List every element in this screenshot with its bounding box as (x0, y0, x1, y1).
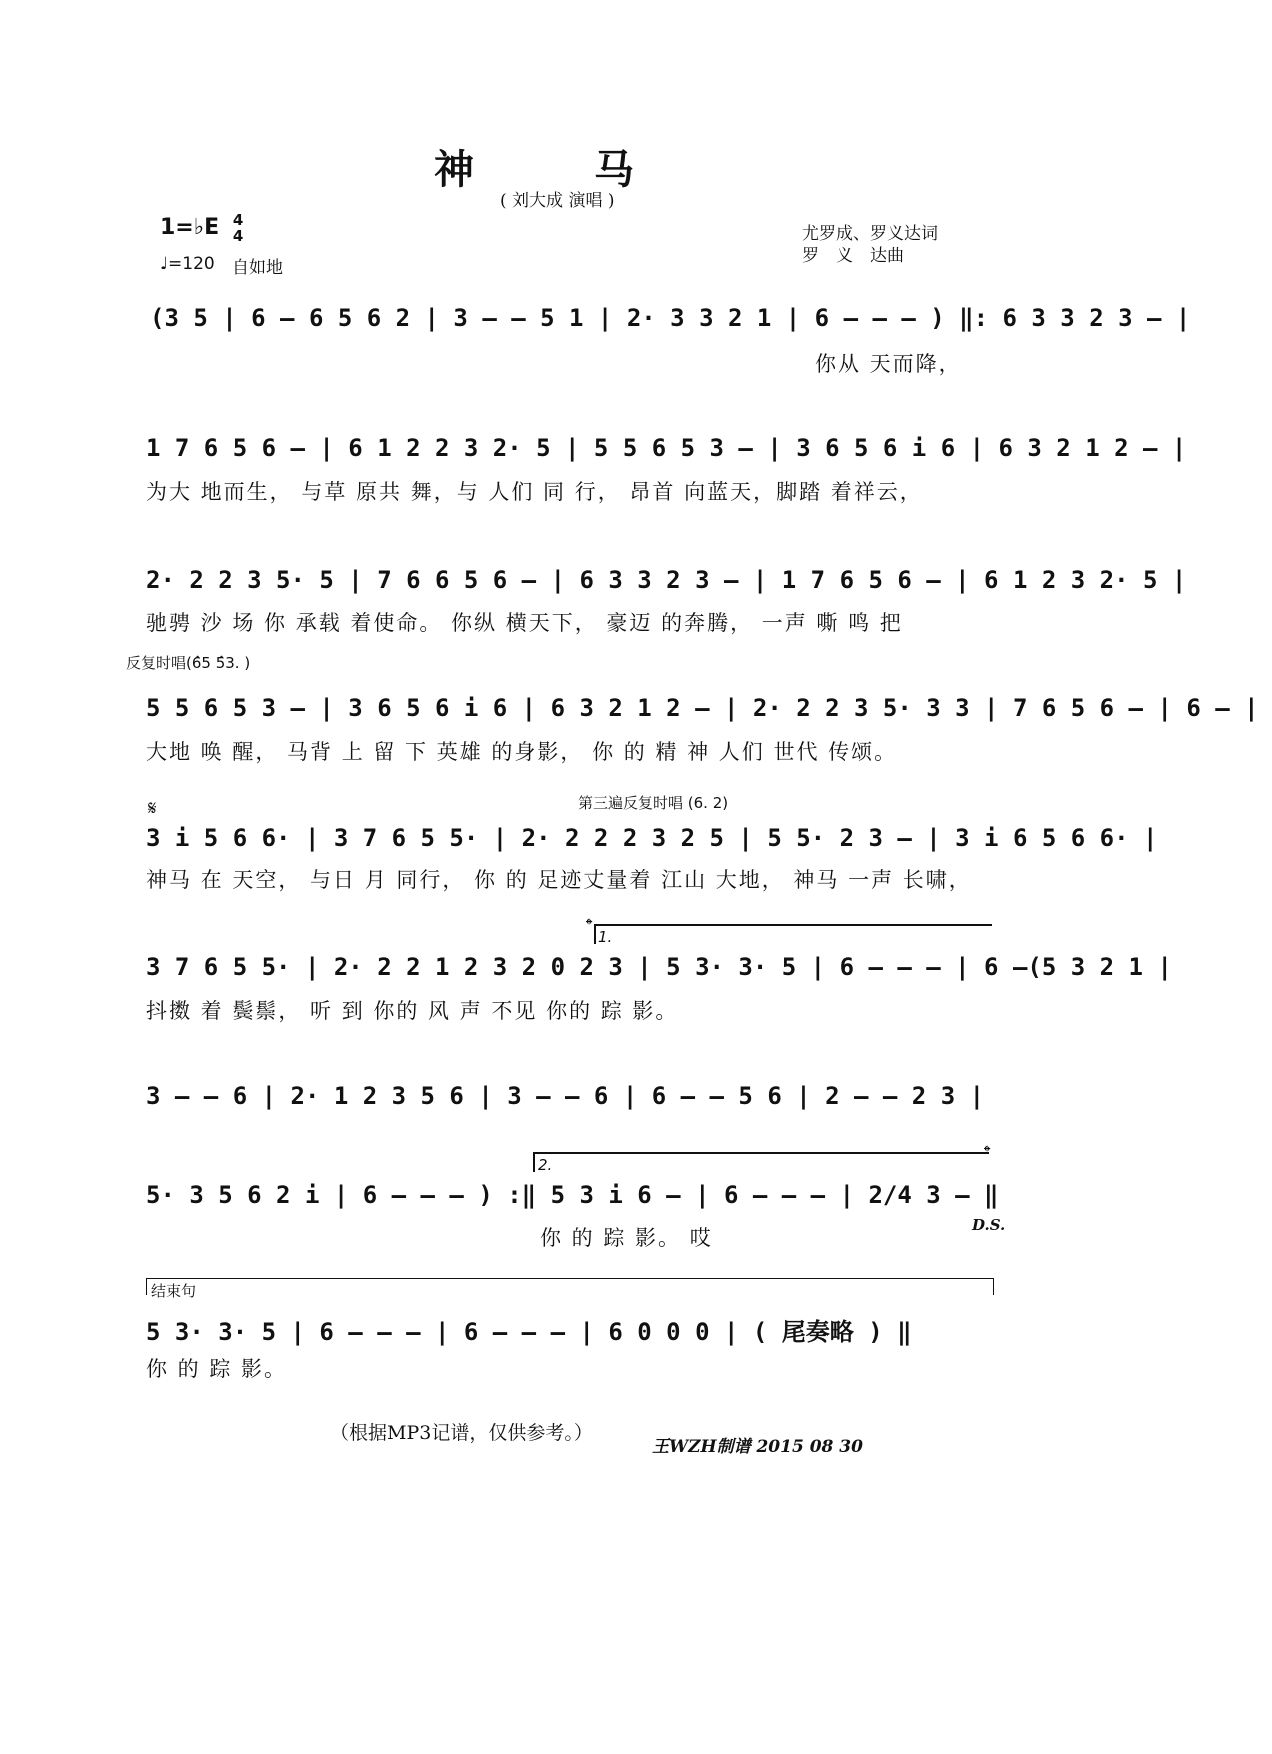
performer: ( 刘大成 演唱 ) (500, 191, 615, 211)
score-line-8-notes: 5· 3 5 6 2 i | 6 – – – ) :‖ 5 3 i 6 – | 6 – – – | 2/4 3 – ‖ (146, 1181, 999, 1209)
score-line-2-notes: 1 7 6 5 6 – | 6 1 2 2 3 2· 5 | 5 5 6 5 3 – | 3 6 5 6 i 6 | 6 3 2 1 2 – | (146, 434, 1187, 462)
score-line-1-lyrics: 你从 天而降， (815, 352, 962, 376)
ending-bracket (146, 1278, 994, 1295)
coda-sign-2: 𝄌 (984, 1142, 991, 1163)
score-line-4-lyrics: 大地 唤 醒， 马背 上 留 下 英雄 的身影， 你 的 精 神 人们 世代 传颂。 (146, 740, 898, 764)
key-signature (160, 212, 243, 244)
score-line-3-notes: 2· 2 2 3 5· 5 | 7 6 6 5 6 – | 6 3 3 2 3 – | 1 7 6 5 6 – | 6 1 2 3 2· 5 | (146, 566, 1187, 594)
composer-credit: 罗 义 达曲 (802, 246, 904, 266)
page-title: 神 马 (434, 146, 634, 193)
ds-marking: D.S. (972, 1216, 1006, 1234)
score-line-7-notes: 3 – – 6 | 2· 1 2 3 5 6 | 3 – – 6 | 6 – – 5 6 | 2 – – 2 3 | (146, 1082, 985, 1110)
volta-1-label: 1. (598, 928, 613, 946)
score-line-9-lyrics: 你 的 踪 影。 (146, 1357, 288, 1381)
score-line-6-lyrics: 抖擞 着 鬓鬃， 听 到 你的 风 声 不见 你的 踪 影。 (146, 999, 679, 1023)
time-bottom: 4 (232, 227, 244, 245)
score-line-2-lyrics: 为大 地而生， 与草 原共 舞，与 人们 同 行， 昂首 向蓝天，脚踏 着祥云， (146, 480, 923, 504)
lyricist-credit: 尤罗成、罗义达词 (802, 224, 938, 244)
tempo-marking: ♩=120 (160, 254, 215, 274)
coda-sign-1: 𝄌 (586, 915, 593, 936)
volta-2-label: 2. (538, 1156, 553, 1174)
repeat-annotation: 反复时唱(6̂5 5̂3. ) (126, 654, 251, 672)
volta-1-bracket (594, 924, 992, 944)
score-line-3-lyrics: 驰骋 沙 场 你 承载 着使命。 你纵 横天下， 豪迈 的奔腾， 一声 嘶 鸣 把 (146, 611, 903, 635)
expression-marking: 自如地 (232, 258, 283, 278)
third-repeat-annotation: 第三遍反复时唱 (6. 2) (578, 794, 729, 812)
key-label: 1=♭E (160, 215, 220, 240)
footer-signature: 王WZH制谱 2015 08 30 (652, 1437, 863, 1457)
time-top: 4 (232, 211, 244, 229)
score-line-9-notes: 5 3· 3· 5 | 6 – – – | 6 – – – | 6 0 0 0 | ( 尾奏略 ) ‖ (146, 1318, 912, 1346)
score-line-4-notes: 5 5 6 5 3 – | 3 6 5 6 i 6 | 6 3 2 1 2 – | 2· 2 2 3 5· 3 3 | 7 6 5 6 – | 6 – | (146, 694, 1259, 722)
ending-label: 结束句 (151, 1282, 197, 1300)
score-line-1-notes: (3 5 | 6 – 6 5 6 2 | 3 – – 5 1 | 2· 3 3 2 1 | 6 – – – ) ‖: 6 3 3 2 3 – | (150, 304, 1191, 332)
footer-note: （根据MP3记谱，仅供参考。） (330, 1422, 593, 1444)
time-signature (233, 212, 243, 244)
segno-sign: 𝄋 (148, 796, 157, 820)
score-line-6-notes: 3 7 6 5 5· | 2· 2 2 1 2 3 2 0 2 3 | 5 3· 3· 5 | 6 – – – | 6 –(5 3 2 1 | (146, 953, 1172, 981)
volta-2-bracket (533, 1152, 989, 1172)
score-line-5-notes: 3 i 5 6 6· | 3 7 6 5 5· | 2· 2 2 2 3 2 5 | 5 5· 2 3 – | 3 i 6 5 6 6· | (146, 824, 1158, 852)
score-line-8-lyrics: 你 的 踪 影。 哎 (540, 1226, 713, 1250)
score-line-5-lyrics: 神马 在 天空， 与日 月 同行， 你 的 足迹丈量着 江山 大地， 神马 一声 长啸， (146, 868, 972, 892)
